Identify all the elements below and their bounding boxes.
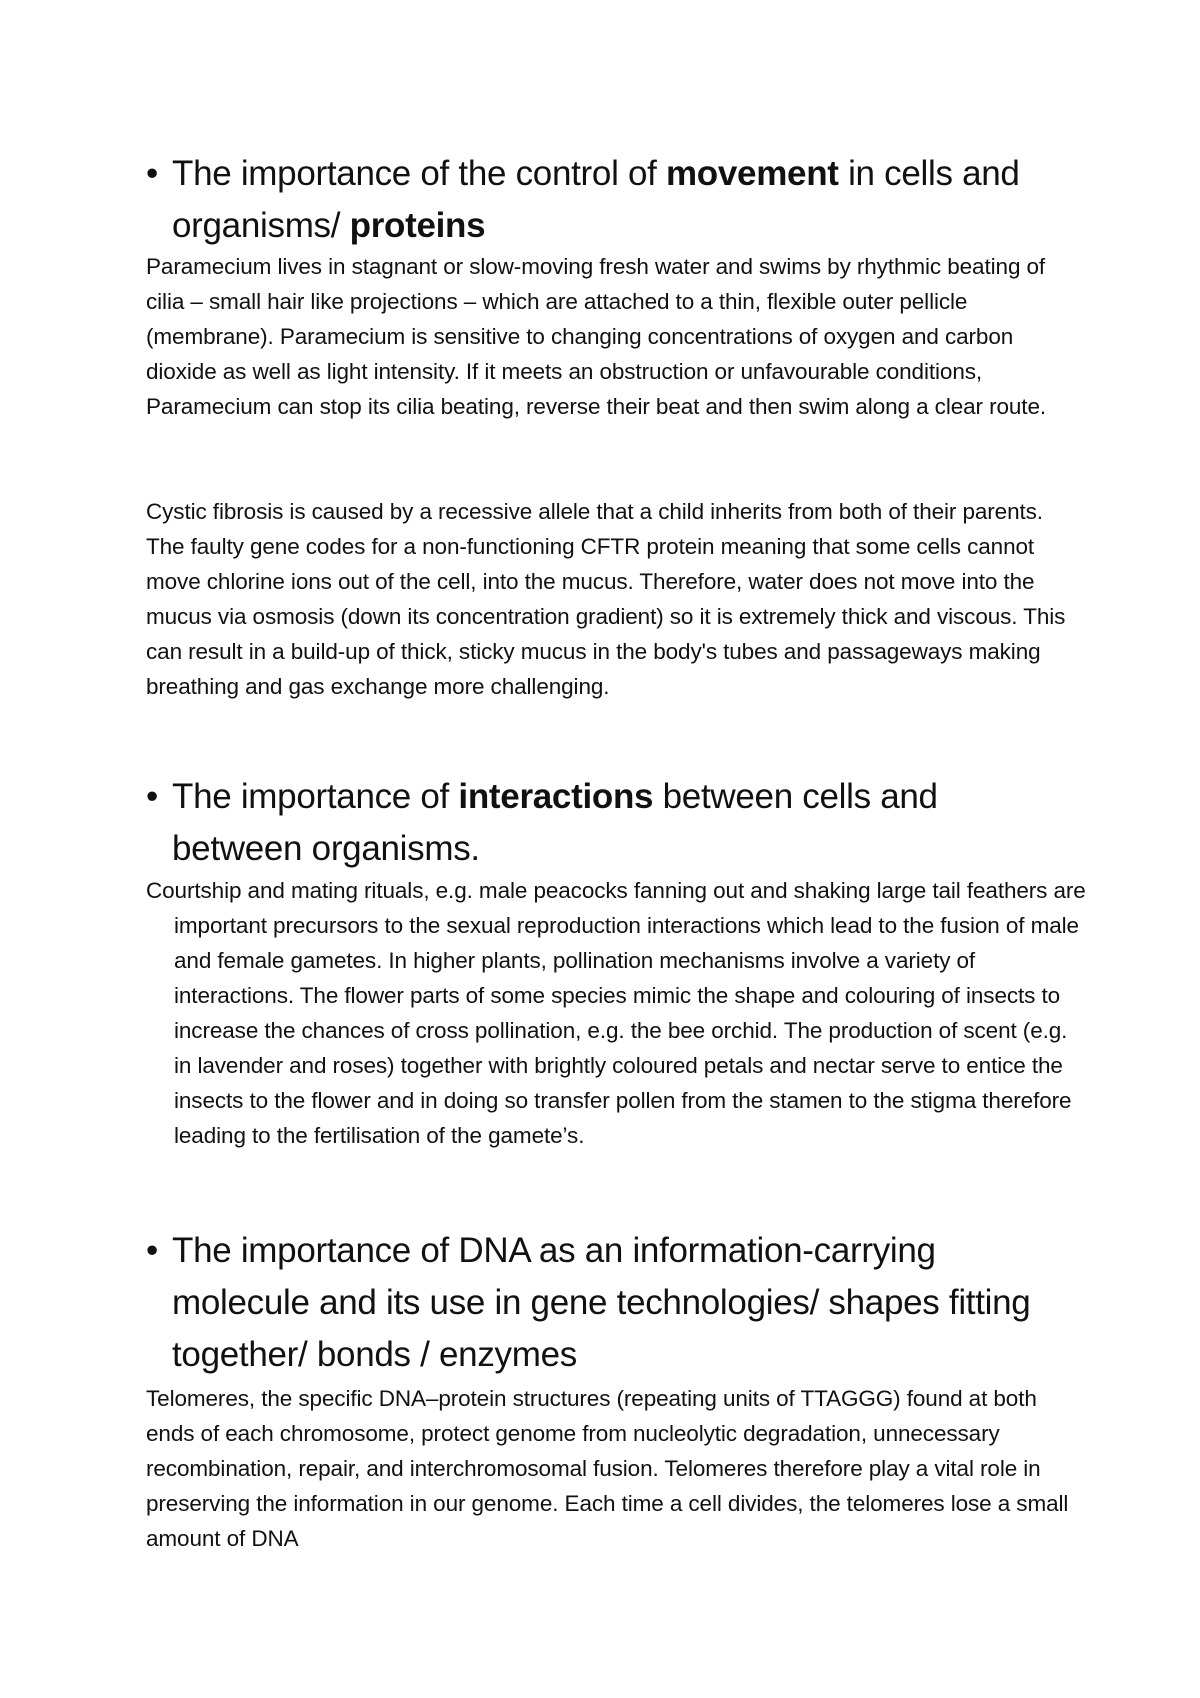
heading-emphasis-interactions: interactions bbox=[458, 777, 654, 816]
heading-text: The importance of DNA as an information-carrying molecule and its use in gene technologies/ shapes fitting together/ bonds / enzymes bbox=[172, 1231, 1031, 1374]
paragraph-telomeres: Telomeres, the specific DNA–protein structures (repeating units of TTAGGG) found at both ends of each chromosome, protect genome from nucleolytic degradation, unnecessary recombination, repair, and interchromosomal fusion. Telomeres therefore play a vital role in preserving the information in our genome. Each time a cell divides, the telomeres lose a small amount of DNA bbox=[146, 1386, 1069, 1551]
bullet-icon: • bbox=[146, 1231, 158, 1270]
bullet-icon: • bbox=[146, 777, 158, 816]
section-heading-interactions bbox=[146, 771, 1076, 875]
paragraph-courtship: Courtship and mating rituals, e.g. male peacocks fanning out and shaking large tail feathers are important precursors to the sexual reproduction interactions which lead to the fusion of male and female gametes. In higher plants, pollination mechanisms involve a variety of interactions. The flower parts of some species mimic the shape and colouring of insects to increase the chances of cross pollination, e.g. the bee orchid. The production of scent (e.g. in lavender and roses) together with brightly coloured petals and nectar serve to entice the insects to the flower and in doing so transfer pollen from the stamen to the stigma therefore leading to the fertilisation of the gamete’s. bbox=[146, 878, 1086, 1148]
heading-text: The importance of interactions between cells and between organisms. bbox=[172, 777, 938, 868]
heading-emphasis-movement: movement bbox=[665, 154, 839, 193]
bullet-icon: • bbox=[146, 154, 158, 193]
heading-text: The importance of the control of movement in cells and organisms/ proteins bbox=[172, 154, 1020, 245]
section-heading-dna bbox=[146, 1225, 1076, 1381]
heading-emphasis-proteins: proteins bbox=[349, 206, 486, 245]
paragraph-cystic-fibrosis: Cystic fibrosis is caused by a recessive allele that a child inherits from both of their parents. The faulty gene codes for a non-functioning CFTR protein meaning that some cells cannot move chlorine ions out of the cell, into the mucus. Therefore, water does not move into the mucus via osmosis (down its concentration gradient) so it is extremely thick and viscous. This can result in a build-up of thick, sticky mucus in the body's tubes and passageways making breathing and gas exchange more challenging. bbox=[146, 499, 1066, 699]
paragraph-paramecium: Paramecium lives in stagnant or slow-moving fresh water and swims by rhythmic beating of cilia – small hair like projections – which are attached to a thin, flexible outer pellicle (membrane). Paramecium is sensitive to changing concentrations of oxygen and carbon dioxide as well as light intensity. If it meets an obstruction or unfavourable conditions, Paramecium can stop its cilia beating, reverse their beat and then swim along a clear route. bbox=[146, 254, 1047, 419]
section-heading-movement bbox=[146, 148, 1076, 252]
